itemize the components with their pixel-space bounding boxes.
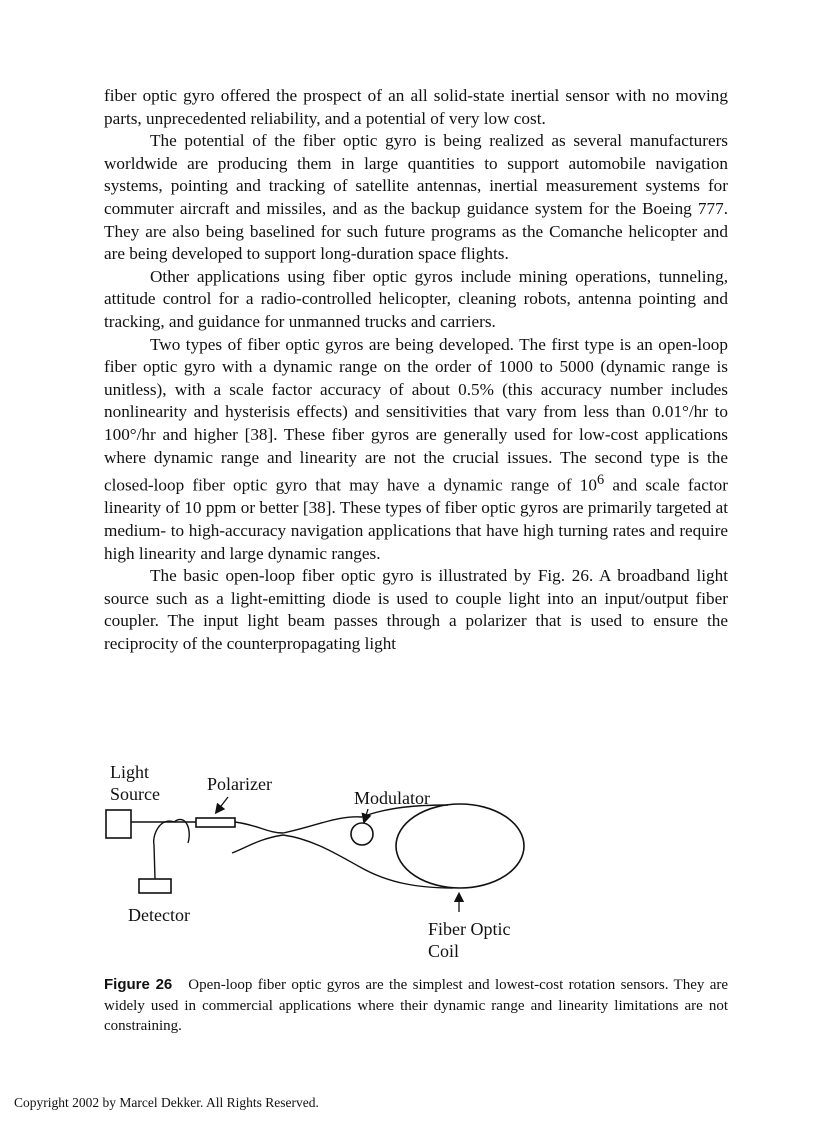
coil-fiber-lower — [283, 835, 360, 867]
paragraph-5: The basic open-loop fiber optic gyro is illustrated by Fig. 26. A broadband light source such as a light-emitting diode is used to couple light into an input/output fiber coupler. The input light beam passes through a polarizer that is used to ensure the reciprocity of the counterpropagating light — [104, 566, 728, 653]
paragraph-4 — [104, 334, 728, 566]
label-fiber-optic: Fiber Optic — [428, 919, 511, 939]
light-source-box — [106, 810, 131, 838]
coil-fiber-upper — [283, 817, 362, 833]
caption-text: Open-loop fiber optic gyros are the simplest and lowest-cost rotation sensors. They are widely used in commercial applications where their dynamic range and linearity limitations are not constraining. — [104, 977, 729, 1034]
label-source: Source — [110, 784, 160, 804]
fiber-optic-coil — [396, 804, 524, 888]
label-detector: Detector — [128, 905, 190, 925]
label-coil: Coil — [428, 941, 460, 961]
polarizer-arrow — [218, 797, 228, 810]
detector-fiber-lead — [154, 821, 174, 879]
paragraph-3: Other applications using fiber optic gyros include mining operations, tunneling, attitude control for a radio-controlled helicopter, cleaning robots, antenna pointing and tracking, and guidance for unmanned trucks and carriers. — [104, 266, 728, 331]
detector-fiber — [174, 819, 189, 843]
copyright-notice: Copyright 2002 by Marcel Dekker. All Rights Reserved. — [14, 1095, 319, 1110]
coupler-fiber-top — [235, 822, 283, 833]
modulator-arrow — [365, 809, 368, 819]
paragraph-4-part-b: and scale factor linearity of 10 ppm or better [38]. These types of fiber optic gyros are primarily targeted at medium- to high-accuracy navigation applications that have high turning rates and require high linearity and large dynamic ranges. — [104, 475, 728, 563]
superscript-exponent: 6 — [596, 472, 605, 489]
detector-box — [139, 879, 171, 893]
paragraph-4-part-a: Two types of fiber optic gyros are being developed. The first type is an open-loop fiber optic gyro with a dynamic range on the order of 1000 to 5000 (dynamic range is unitless), with a scale factor accuracy of about 0.5% (this accuracy number includes nonlinearity and hysterisis effects) and sensitivities that vary from less than 0.01°/hr to 100°/hr and higher [38]. These fiber gyros are generally used for low-cost applications where dynamic range and linearity are not the crucial issues. The second type is the closed-loop fiber optic gyro that may have a dynamic range of 10 — [104, 334, 728, 495]
figure-caption — [104, 975, 728, 1037]
polarizer-element — [196, 818, 235, 827]
modulator-element — [351, 823, 373, 845]
figure-26-diagram — [98, 755, 538, 970]
label-modulator: Modulator — [354, 788, 430, 808]
label-polarizer: Polarizer — [207, 774, 272, 794]
label-light: Light — [110, 762, 149, 782]
coupler-fiber-lower — [232, 835, 283, 853]
paragraph-2: The potential of the fiber optic gyro is being realized as several manufacturers worldwide are producing them in large quantities to support automobile navigation systems, pointing and tracking of satellite antennas, inertial measurement systems for commuter aircraft and missiles, and as the backup guidance system for the Boeing 777. They are also being baselined for such future programs as the Comanche helicopter and are being developed to support long-duration space flights. — [104, 131, 728, 264]
paragraph-1: fiber optic gyro offered the prospect of an all solid-state inertial sensor with no moving parts, unprecedented reliability, and a potential of very low cost. — [104, 86, 728, 128]
figure-label: Figure 26 — [104, 976, 173, 993]
body-text — [104, 85, 728, 656]
